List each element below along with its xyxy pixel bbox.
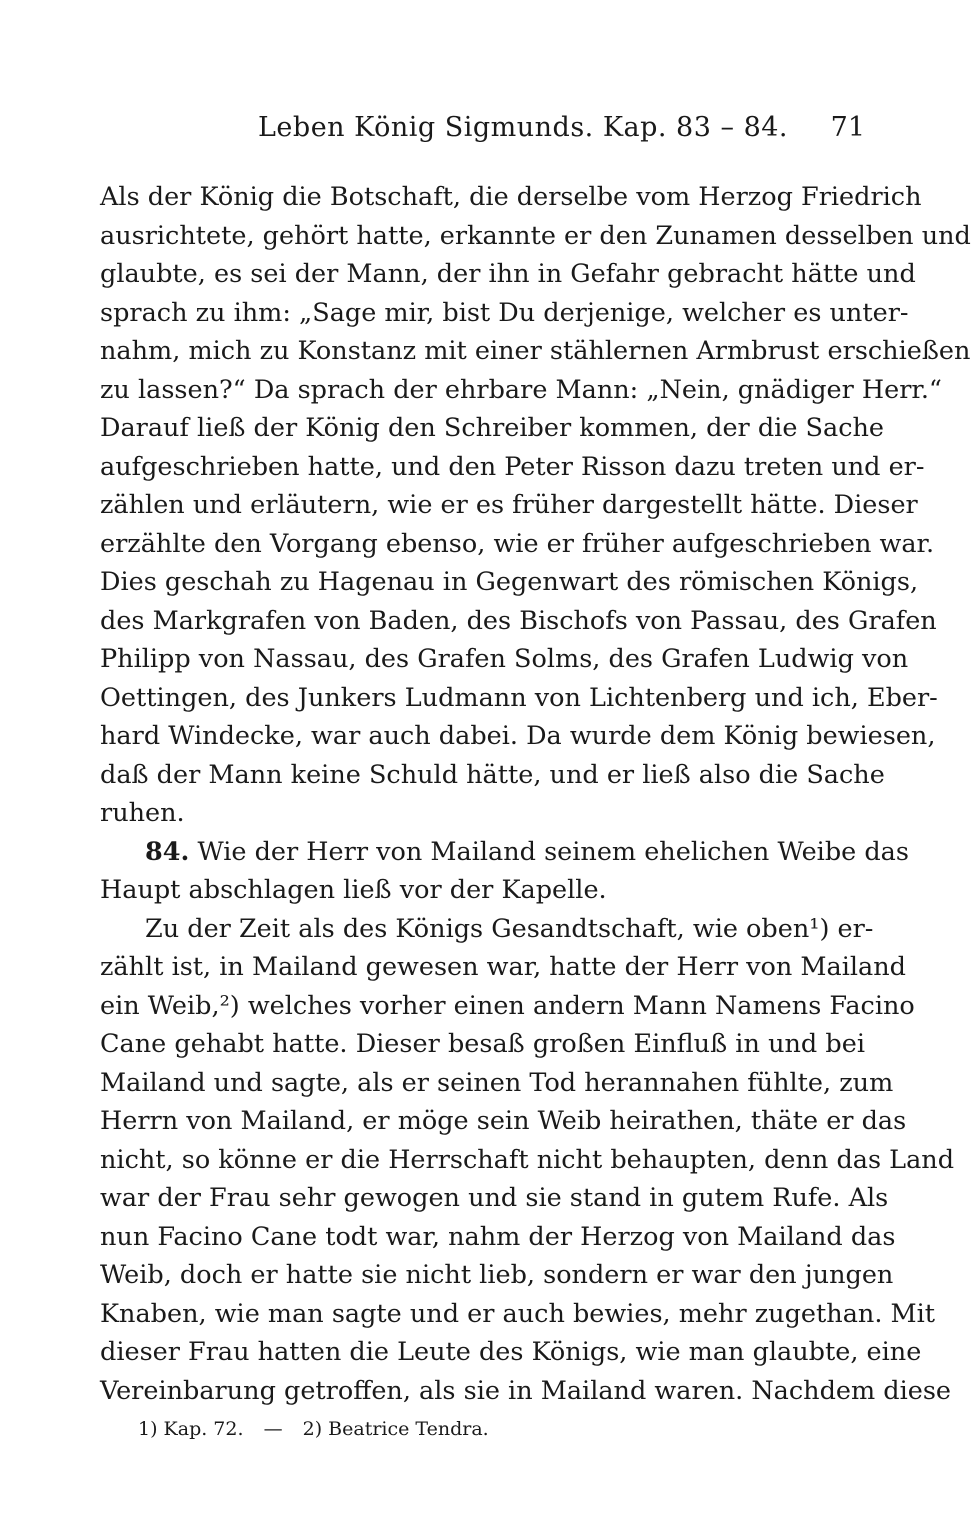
footnote-separator: — (263, 1418, 283, 1440)
body-text (100, 178, 971, 1410)
text-line: Oettingen, des Junkers Ludmann von Lichtenberg und ich, Eber- (100, 682, 938, 713)
section-heading-continued: Haupt abschlagen ließ vor der Kapelle. (100, 875, 607, 905)
text-line: Herrn von Mailand, er möge sein Weib heirathen, thäte er das (100, 1106, 907, 1136)
footnote-1: 1) Kap. 72. (138, 1418, 244, 1440)
text-line: Als der König die Botschaft, die derselbe vom Herzog Friedrich (100, 182, 922, 212)
text-line: Philipp von Nassau, des Grafen Solms, des Grafen Ludwig von (100, 644, 909, 674)
text-line: Dies geschah zu Hagenau in Gegenwart des römischen Königs, (100, 567, 919, 597)
text-line: aufgeschrieben hatte, und den Peter Risson dazu treten und er- (100, 451, 925, 482)
text-line: Darauf ließ der König den Schreiber kommen, der die Sache (100, 413, 884, 443)
footnotes (138, 1418, 503, 1440)
text-line: sprach zu ihm: „Sage mir, bist Du derjenige, welcher es unter- (100, 297, 909, 328)
text-line: Mailand und sagte, als er seinen Tod herannahen fühlte, zum (100, 1067, 894, 1098)
text-line: war der Frau sehr gewogen und sie stand in gutem Rufe. Als (100, 1183, 889, 1213)
text-line: dieser Frau hatten die Leute des Königs, wie man glaubte, eine (100, 1337, 922, 1367)
text-line: Cane gehabt hatte. Dieser besaß großen Einfluß in und bei (100, 1029, 865, 1059)
text-line: erzählte den Vorgang ebenso, wie er früher aufgeschrieben war. (100, 528, 935, 559)
text-line: Knaben, wie man sagte und er auch bewies, mehr zugethan. Mit (100, 1298, 936, 1329)
text-line: ruhen. (100, 798, 185, 828)
section-number: 84. (145, 836, 190, 867)
text-line: zählt ist, in Mailand gewesen war, hatte der Herr von Mailand (100, 952, 907, 982)
text-line: glaubte, es sei der Mann, der ihn in Gefahr gebracht hätte und (100, 259, 916, 289)
text-line: zu lassen?“ Da sprach der ehrbare Mann: „Nein, gnädiger Herr.“ (100, 374, 942, 405)
text-line: hard Windecke, war auch dabei. Da wurde dem König bewiesen, (100, 721, 936, 751)
text-line: ausrichtete, gehört hatte, erkannte er den Zunamen desselben und (100, 220, 971, 251)
text-line: ein Weib,²) welches vorher einen andern Mann Namens Facino (100, 990, 915, 1021)
text-line: nicht, so könne er die Herrschaft nicht behaupten, denn das Land (100, 1144, 955, 1175)
text-line: nahm, mich zu Konstanz mit einer stählernen Armbrust erschießen (100, 336, 971, 366)
running-title: Leben König Sigmunds. Kap. 83 – 84. (258, 112, 789, 143)
text-line: daß der Mann keine Schuld hätte, und er ließ also die Sache (100, 759, 885, 790)
text-line: des Markgrafen von Baden, des Bischofs von Passau, des Grafen (100, 605, 937, 636)
running-head (100, 112, 865, 152)
footnote-2: 2) Beatrice Tendra. (302, 1418, 489, 1440)
section-heading (100, 833, 909, 872)
section-heading-text: Wie der Herr von Mailand seinem ehelichen Weibe das (197, 836, 909, 867)
text-line: Zu der Zeit als des Königs Gesandtschaft, wie oben¹) er- (145, 913, 874, 944)
text-line: Weib, doch er hatte sie nicht lieb, sondern er war den jungen (100, 1260, 894, 1290)
text-line: zählen und erläutern, wie er es früher dargestellt hätte. Dieser (100, 490, 918, 520)
text-line: Vereinbarung getroffen, als sie in Mailand waren. Nachdem diese (100, 1375, 952, 1406)
text-line: nun Facino Cane todt war, nahm der Herzog von Mailand das (100, 1221, 896, 1252)
page-number: 71 (830, 112, 865, 143)
